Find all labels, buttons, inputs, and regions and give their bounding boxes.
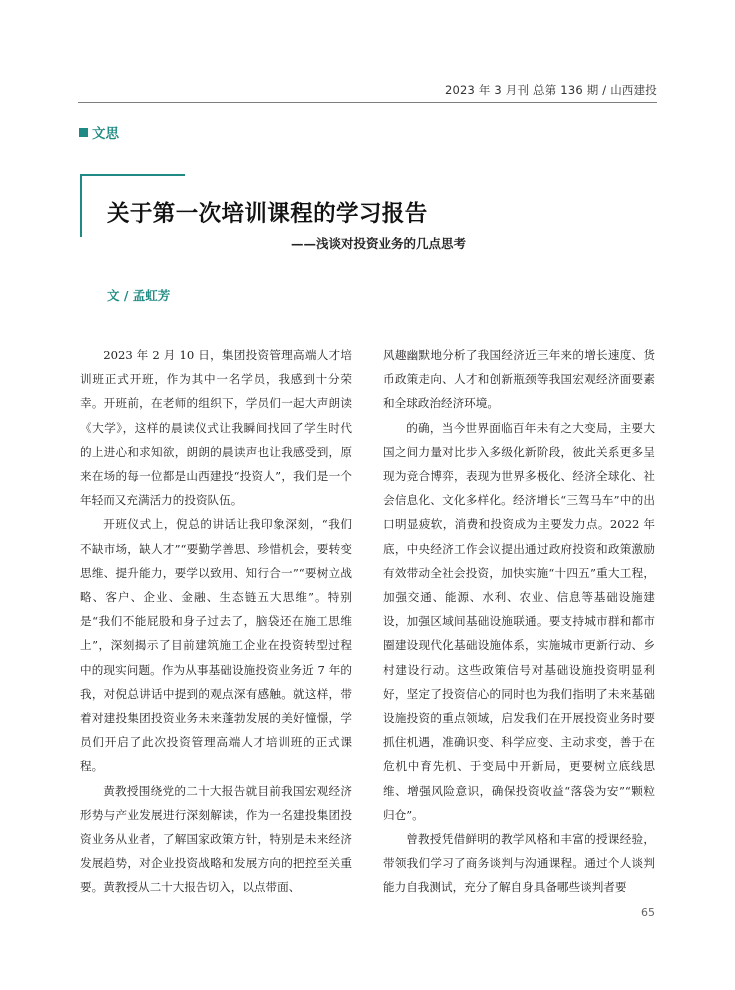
body-column-right bbox=[383, 343, 655, 900]
header-divider bbox=[78, 102, 657, 103]
square-bullet-icon bbox=[79, 128, 88, 137]
body-paragraph: 2023 年 2 月 10 日，集团投资管理高端人才培训班正式开班，作为其中一名学员，我感到十分荣幸。开班前，在老师的组织下，学员们一起大声朗读《大学》，这样的晨读仪式让我瞬间找回了学生时代的上进心和求知欲，朗朗的晨读声也让我感受到，原来在场的每一位都是山西建投“投资人”，我们是一个年轻而又充满活力的投资队伍。 bbox=[80, 348, 352, 508]
section-label: 文思 bbox=[92, 126, 119, 142]
body-paragraph: 黄教授围绕党的二十大报告就目前我国宏观经济形势与产业发展进行深刻解读，作为一名建投集团投资业务从业者，了解国家政策方针，特别是未来经济发展趋势，对企业投资战略和发展方向的把控至关重要。黄教授从二十大报告切入，以点带面、 bbox=[80, 783, 352, 895]
body-paragraph: 曾教授凭借鲜明的教学风格和丰富的授课经验，带领我们学习了商务谈判与沟通课程。通过个人谈判能力自我测试，充分了解自身具备哪些谈判者要 bbox=[383, 832, 655, 895]
body-paragraph-continued: 风趣幽默地分析了我国经济近三年来的增长速度、货币政策走向、人才和创新瓶颈等我国宏观经济面要素和全球政治经济环境。 bbox=[383, 348, 655, 411]
body-column-left bbox=[80, 343, 352, 900]
section-tag bbox=[79, 122, 119, 142]
title-bracket-horizontal bbox=[80, 174, 185, 176]
article-subtitle: ——浅谈对投资业务的几点思考 bbox=[291, 236, 467, 251]
article-title: 关于第一次培训课程的学习报告 bbox=[107, 201, 428, 227]
issue-header: 2023 年 3 月刊 总第 136 期 / 山西建投 bbox=[444, 83, 657, 97]
page-number: 65 bbox=[641, 906, 655, 919]
title-bracket-vertical bbox=[80, 174, 82, 237]
body-paragraph: 开班仪式上，倪总的讲话让我印象深刻，“我们不缺市场，缺人才”“要勤学善思、珍惜机会，要转变思维、提升能力，要学以致用、知行合一”“要树立战略、客户、企业、金融、生态链五大思维”。特别是“我们不能屁股和身子过去了，脑袋还在施工思维上”，深刻揭示了目前建筑施工企业在投资转型过程中的现实问题。作为从事基础设施投资业务近 7 年的我，对倪总讲话中提到的观点深有感触。就这样，带着对建投集团投资业务未来蓬勃发展的美好憧憬，学员们开启了此次投资管理高端人才培训班的正式课程。 bbox=[80, 517, 352, 774]
article-author: 文 / 孟虹芳 bbox=[107, 288, 171, 303]
body-paragraph: 的确，当今世界面临百年未有之大变局，主要大国之间力量对比步入多级化新阶段，彼此关系更多呈现为竞合博弈，表现为世界多极化、经济全球化、社会信息化、文化多样化。经济增长“三驾马车”中的出口明显疲软，消费和投资成为主要发力点。2022 年底，中央经济工作会议提出通过政府投资和政策激励有效带动全社会投资，加快实施“十四五”重大工程，加强交通、能源、水利、农业、信息等基础设施建设，加强区域间基础设施联通。要支持城市群和都市圈建设现代化基础设施体系，实施城市更新行动、乡村建设行动。这些政策信号对基础设施投资明显利好，坚定了投资信心的同时也为我们指明了未来基础设施投资的重点领域，启发我们在开展投资业务时要抓住机遇，准确识变、科学应变、主动求变，善于在危机中育先机、于变局中开新局，更要树立底线思维、增强风险意识，确保投资收益“落袋为安”“颗粒归仓”。 bbox=[383, 420, 655, 822]
